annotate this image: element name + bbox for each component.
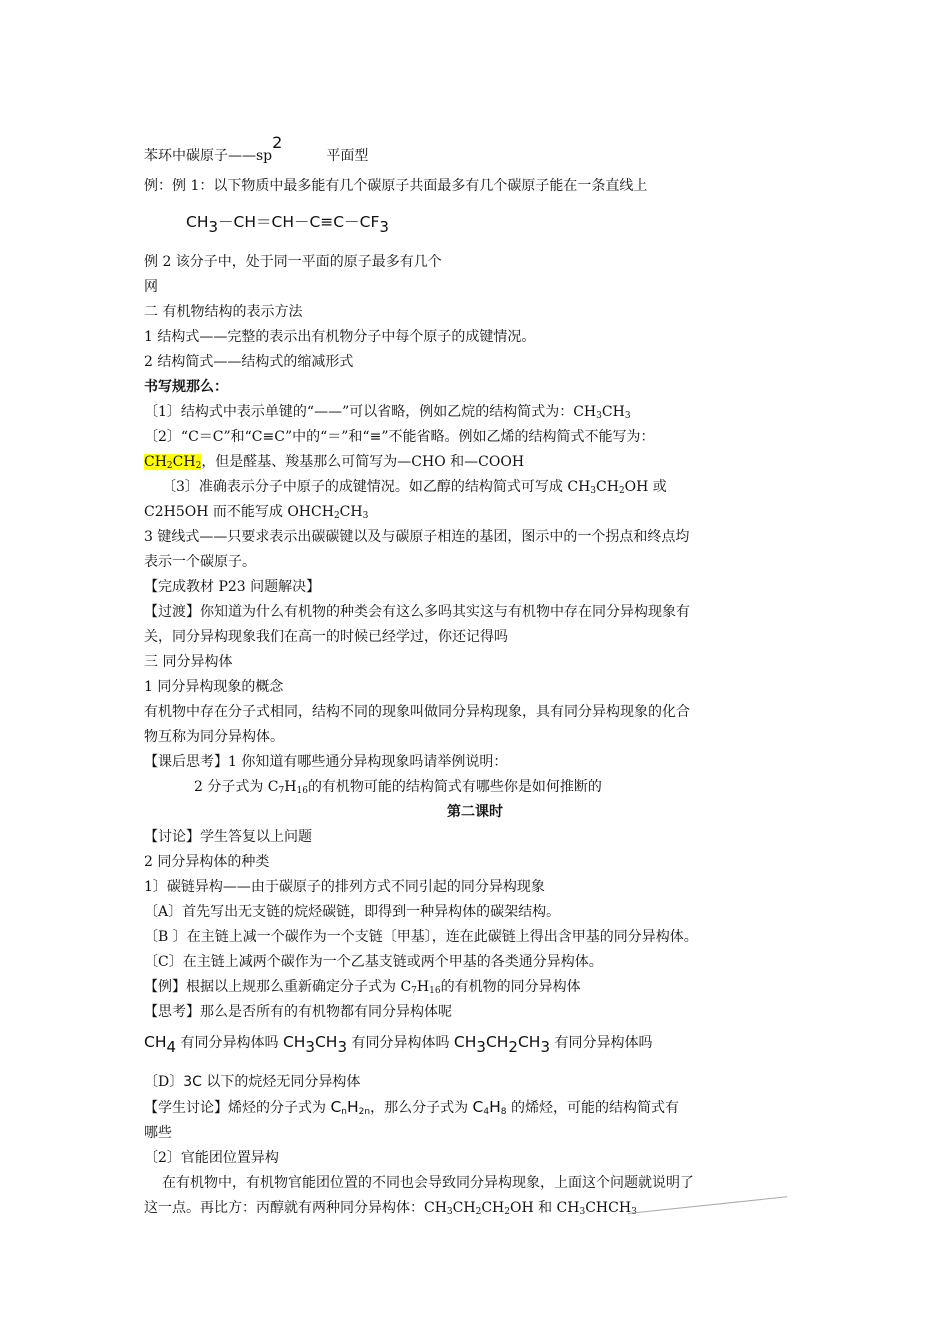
position-isomerism-paragraph: 在有机物中，有机物官能团位置的不同也会导致同分异构现象，上面这个问题就说明了 xyxy=(162,1175,694,1191)
propanol-isomers: 这一点。再比方：丙醇就有两种同分异构体：$CH_3CH_2CH_2OH$ 和 $CH_3CHCH$ xyxy=(144,1200,632,1217)
transition-paragraph: 【过渡】你知道为什么有机物的种类会有这么多吗其实这与有机物中存在同分异构现象有 xyxy=(144,604,690,620)
rule-2: 〔2〕“C＝C”和“C≡C”中的“＝”和“≡”不能省略。例如乙烯的结构简式不能写为： xyxy=(144,429,655,445)
step-b: 〔B 〕在主链上减一个碳作为一个支链〔甲基〕，连在此碳链上得出含甲基的同分异构体。 xyxy=(144,929,698,945)
example-1-question: 例：例 1：以下物质中最多能有几个碳原子共面最多有几个碳原子能在一条直线上 xyxy=(144,178,648,194)
skeletal-formula-definition-continued: 表示一个碳原子。 xyxy=(144,554,256,570)
student-discussion: 【学生讨论】烯烃的分子式为 $C_nH_{2n}$，那么分子式为 $C_4H_8$ 的烯烃，可能的结构简式有 xyxy=(144,1098,679,1117)
rule-3: 〔3〕准确表示分子中原子的成键情况。如乙醇的结构简式可写成 $CH_3CH_2OH$ 或 xyxy=(162,479,667,496)
isomerism-concept-heading: 1 同分异构现象的概念 xyxy=(144,679,284,695)
rule-3-continued: C2H5OH 而不能写成 $OHCH_2CH_3$ xyxy=(144,504,369,521)
section-2-heading: 二 有机物结构的表示方法 xyxy=(144,304,303,320)
example-c7h16: 【例】根据以上规那么重新确定分子式为 $C_7H_{16}$的有机物的同分异构体 xyxy=(144,979,581,996)
after-class-question-1: 【课后思考】1 你知道有哪些通分异构现象吗请举例说明： xyxy=(144,754,508,770)
discussion-line: 【讨论】学生答复以上问题 xyxy=(144,829,312,845)
functional-group-position-heading: 〔2〕官能团位置异构 xyxy=(144,1150,279,1166)
example-2-question: 例 2 该分子中，处于同一平面的原子最多有几个 xyxy=(144,254,442,270)
condensed-formula-definition: 2 结构简式——结构式的缩减形式 xyxy=(144,354,354,370)
second-lesson-heading: 第二课时 xyxy=(447,804,503,820)
step-a: 〔A〕首先写出无支链的烷烃碳链，即得到一种异构体的碳架结构。 xyxy=(144,904,561,920)
textbook-task: 【完成教材 P23 问题解决】 xyxy=(144,579,321,595)
structural-formula-definition: 1 结构式——完整的表示出有机物分子中每个原子的成键情况。 xyxy=(144,329,536,345)
isomerism-definition-continued: 物互称为同分异构体。 xyxy=(144,729,284,745)
step-d: 〔D〕3C 以下的烷烃无同分异构体 xyxy=(144,1074,361,1090)
transition-paragraph-continued: 关，同分异构现象我们在高一的时候已经学过，你还记得吗 xyxy=(144,629,508,645)
highlighted-formula: $CH_2CH_2$ xyxy=(144,454,202,471)
decorative-line xyxy=(628,1196,787,1214)
section-3-heading: 三 同分异构体 xyxy=(144,654,233,670)
think-question: 【思考】那么是否所有的有机物都有同分异构体呢 xyxy=(144,1004,452,1020)
carbon-chain-isomerism: 1〕碳链异构——由于碳原子的排列方式不同引起的同分异构现象 xyxy=(144,879,545,895)
rule-2-continued: $CH_2CH_2$，但是醛基、羧基那么可简写为—CHO 和—COOH xyxy=(144,454,525,471)
isomer-types-heading: 2 同分异构体的种类 xyxy=(144,854,270,870)
alkane-isomer-questions: CH4 有同分异构体吗 CH3CH3 有同分异构体吗 CH3CH2CH3 有同分异构体吗 xyxy=(144,1033,653,1056)
isomerism-definition: 有机物中存在分子式相同，结构不同的现象叫做同分异构现象，具有同分异构现象的化合 xyxy=(144,704,690,720)
example-1-formula: CH3－CH＝CH－C≡C－CF3 xyxy=(186,213,389,236)
student-discussion-continued: 哪些 xyxy=(144,1125,172,1141)
after-class-question-2: 2 分子式为 $C_7H_{16}$的有机物可能的结构简式有哪些你是如何推断的 xyxy=(194,779,602,796)
writing-rules-heading: 书写规那么： xyxy=(144,379,228,395)
stray-character: 网 xyxy=(144,279,158,295)
step-c: 〔C〕在主链上减两个碳作为一个乙基支链或两个甲基的各类通分异构体。 xyxy=(144,954,603,970)
line-benzene-sp2: 苯环中碳原子——sp2平面型 xyxy=(144,133,369,164)
rule-1: 〔1〕结构式中表示单键的“——”可以省略，例如乙烷的结构简式为：$CH_3CH_3$ xyxy=(144,404,631,421)
skeletal-formula-definition: 3 键线式——只要求表示出碳碳键以及与碳原子相连的基团，图示中的一个拐点和终点均 xyxy=(144,529,690,545)
